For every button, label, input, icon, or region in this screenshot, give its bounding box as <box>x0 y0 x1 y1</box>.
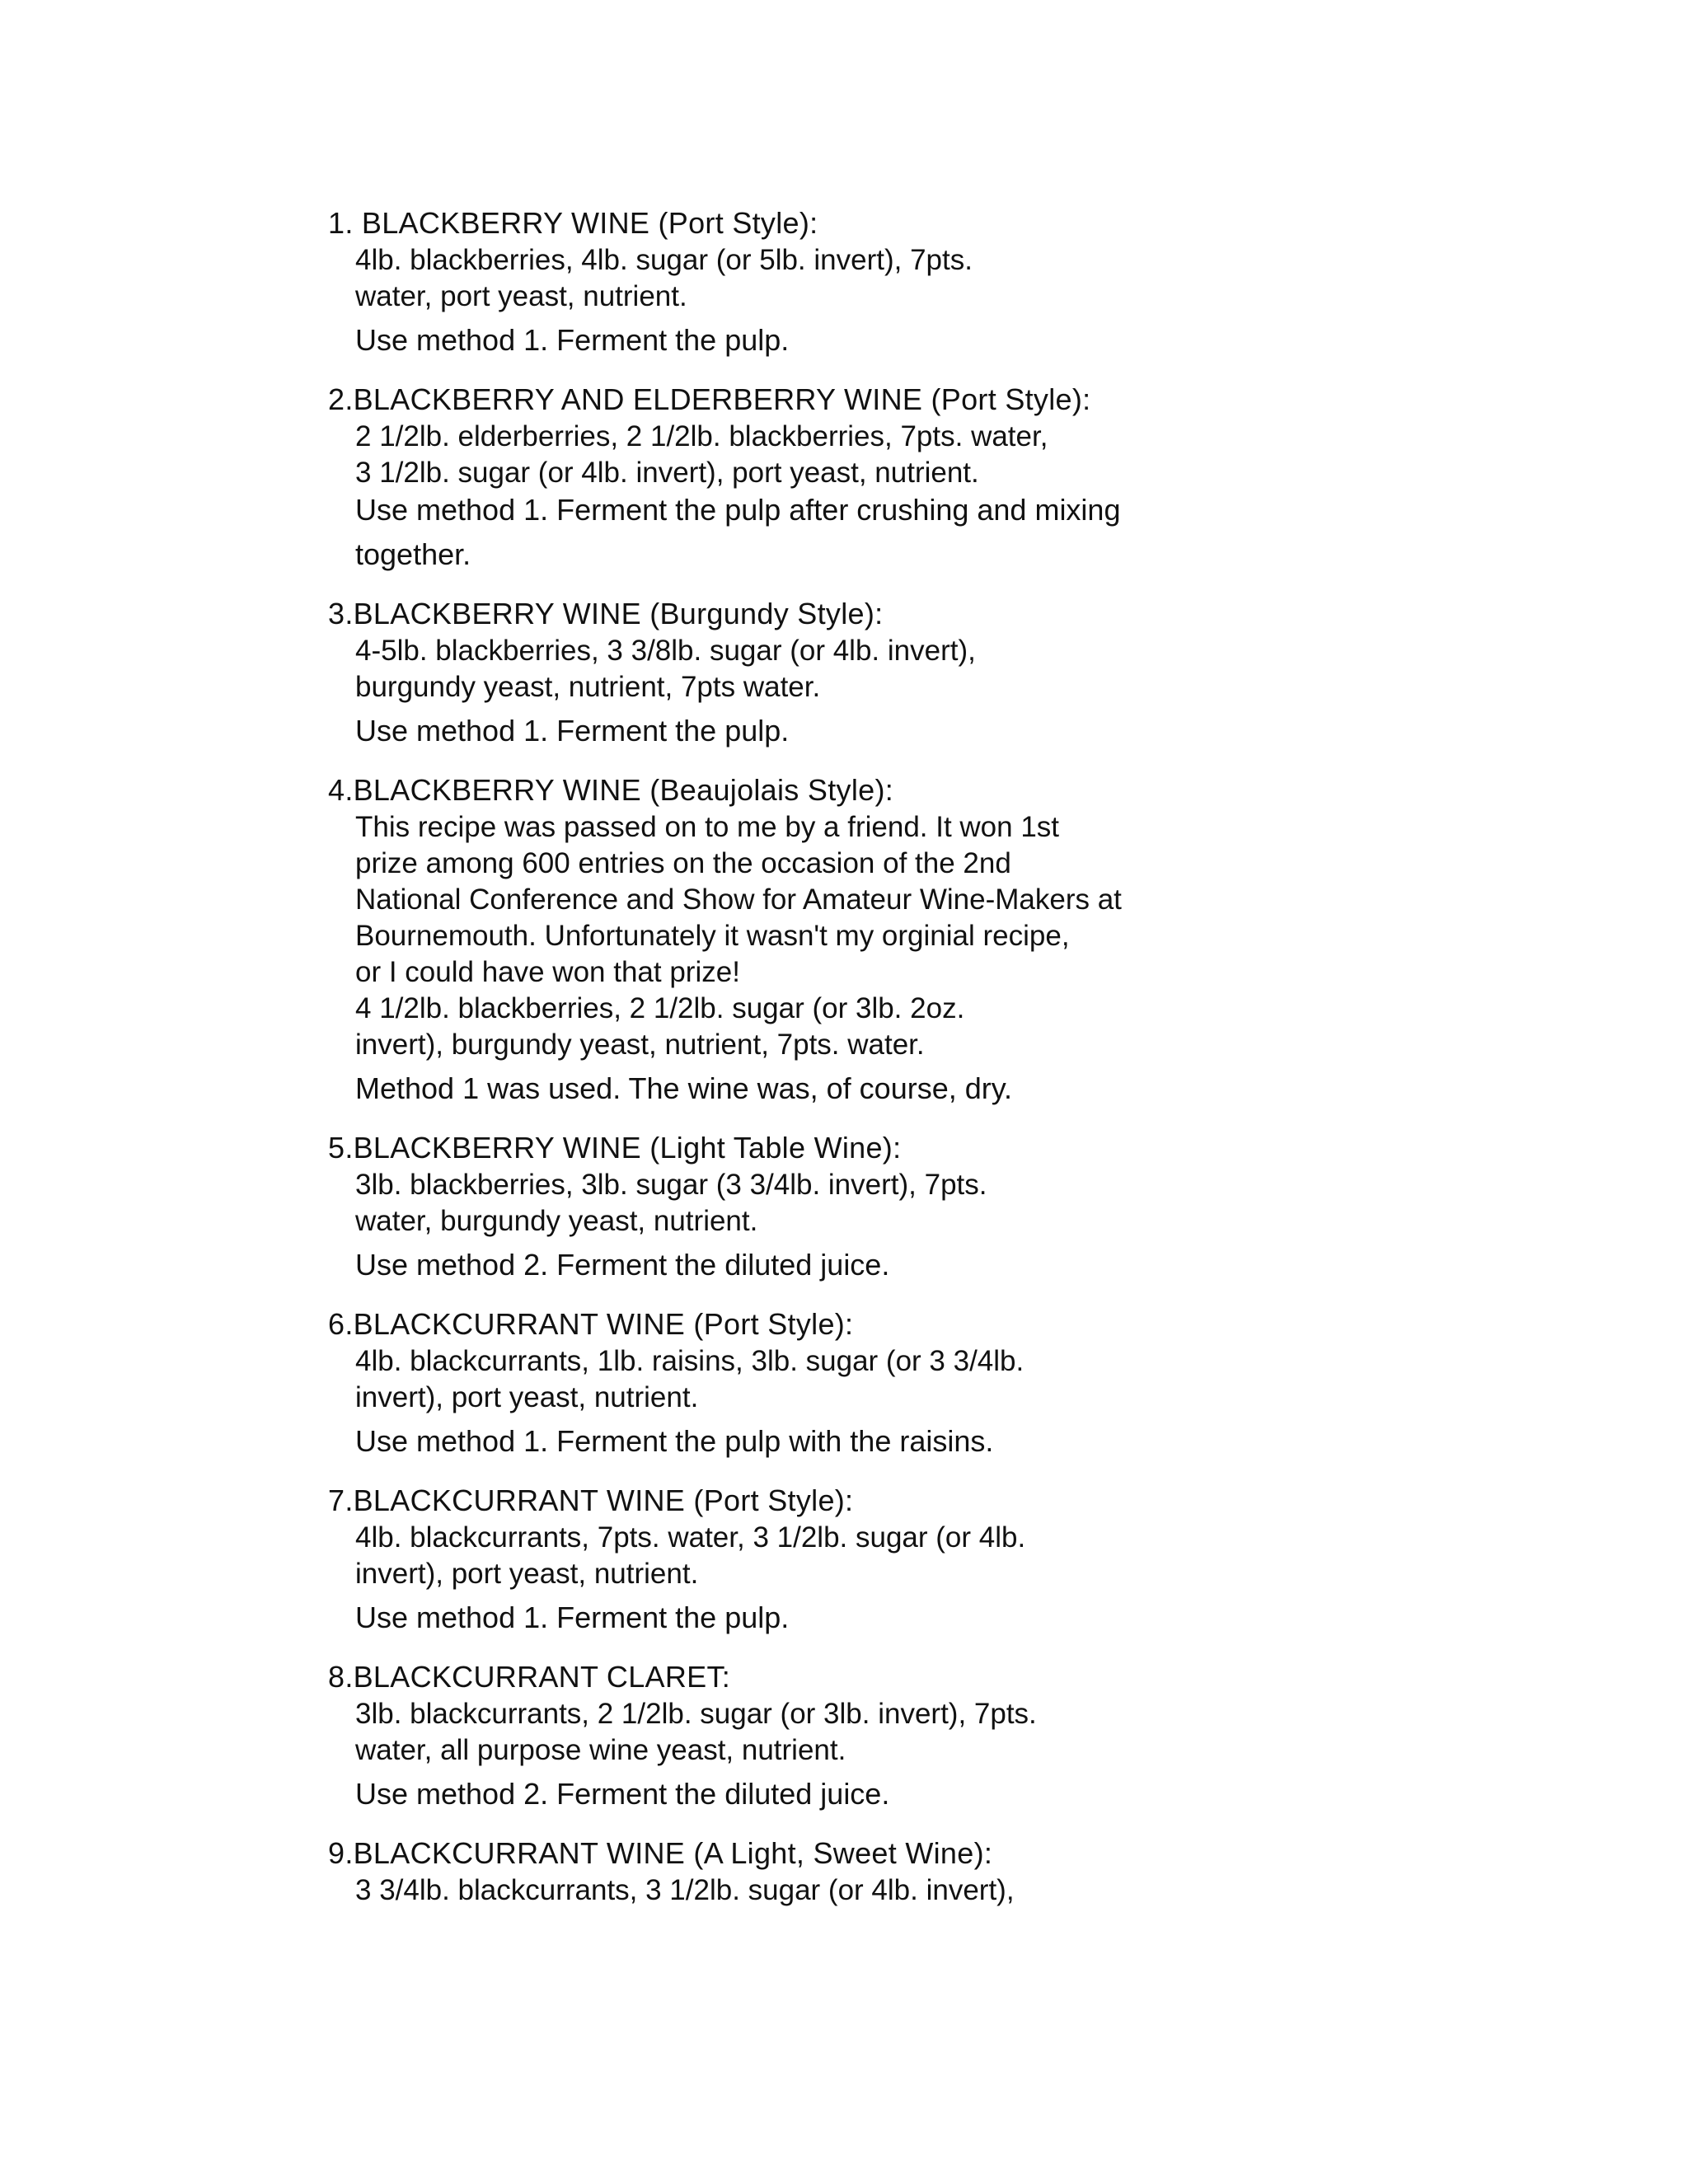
ingredient-line: 3lb. blackcurrants, 2 1/2lb. sugar (or 3lb. invert), 7pts. <box>355 1698 1037 1730</box>
ingredient-line: invert), port yeast, nutrient. <box>355 1558 699 1590</box>
ingredient-line: water, port yeast, nutrient. <box>355 280 687 312</box>
recipe-5 <box>328 1129 1614 1284</box>
method-line: Use method 1. Ferment the pulp. <box>355 714 790 748</box>
recipe-list <box>328 204 1614 1930</box>
recipe-1 <box>328 204 1614 359</box>
recipe-title: 7.BLACKCURRANT WINE (Port Style): <box>328 1483 854 1517</box>
ingredient-line: 4lb. blackberries, 4lb. sugar (or 5lb. invert), 7pts. <box>355 244 973 276</box>
method-line: Use method 1. Ferment the pulp with the raisins. <box>355 1424 994 1458</box>
description-line: Bournemouth. Unfortunately it wasn't my orginial recipe, <box>355 920 1070 952</box>
recipe-body <box>328 633 1614 750</box>
ingredient-line: 4lb. blackcurrants, 7pts. water, 3 1/2lb. sugar (or 4lb. <box>355 1521 1026 1554</box>
recipe-title: 1. BLACKBERRY WINE (Port Style): <box>328 206 818 240</box>
recipe-title: 4.BLACKBERRY WINE (Beaujolais Style): <box>328 773 894 807</box>
recipe-7 <box>328 1482 1614 1637</box>
ingredient-line: 3 1/2lb. sugar (or 4lb. invert), port yeast, nutrient. <box>355 457 979 489</box>
method-line: together. <box>355 537 471 571</box>
recipe-body <box>328 809 1614 1108</box>
recipe-9 <box>328 1835 1614 1909</box>
ingredient-line: invert), port yeast, nutrient. <box>355 1381 699 1413</box>
recipe-6 <box>328 1305 1614 1460</box>
ingredient-line: 3lb. blackberries, 3lb. sugar (3 3/4lb. invert), 7pts. <box>355 1169 987 1201</box>
recipe-4 <box>328 771 1614 1108</box>
recipe-title: 5.BLACKBERRY WINE (Light Table Wine): <box>328 1131 902 1165</box>
method-line: Method 1 was used. The wine was, of course, dry. <box>355 1071 1013 1105</box>
recipe-title: 9.BLACKCURRANT WINE (A Light, Sweet Wine): <box>328 1836 993 1870</box>
recipe-title: 8.BLACKCURRANT CLARET: <box>328 1660 731 1694</box>
description-line: or I could have won that prize! <box>355 956 740 988</box>
method-line: Use method 1. Ferment the pulp. <box>355 1601 790 1634</box>
recipe-title: 2.BLACKBERRY AND ELDERBERRY WINE (Port Style): <box>328 382 1091 416</box>
recipe-3 <box>328 595 1614 750</box>
recipe-title: 6.BLACKCURRANT WINE (Port Style): <box>328 1307 854 1341</box>
recipe-body <box>328 1343 1614 1460</box>
description-line: National Conference and Show for Amateur Wine-Makers at <box>355 883 1122 916</box>
recipe-body <box>328 1872 1614 1909</box>
ingredient-line: 4lb. blackcurrants, 1lb. raisins, 3lb. sugar (or 3 3/4lb. <box>355 1345 1025 1377</box>
ingredient-line: burgundy yeast, nutrient, 7pts water. <box>355 671 821 703</box>
ingredient-line: 4-5lb. blackberries, 3 3/8lb. sugar (or 4lb. invert), <box>355 635 976 667</box>
description-line: This recipe was passed on to me by a friend. It won 1st <box>355 811 1060 843</box>
description-line: prize among 600 entries on the occasion of the 2nd <box>355 847 1011 879</box>
recipe-2 <box>328 381 1614 574</box>
method-line: Use method 2. Ferment the diluted juice. <box>355 1777 890 1811</box>
ingredient-line: water, burgundy yeast, nutrient. <box>355 1205 758 1237</box>
recipe-body <box>328 419 1614 574</box>
ingredient-line: 2 1/2lb. elderberries, 2 1/2lb. blackberries, 7pts. water, <box>355 420 1048 452</box>
method-line: Use method 1. Ferment the pulp after crushing and mixing <box>355 493 1121 527</box>
recipe-body <box>328 1520 1614 1637</box>
ingredient-line: 3 3/4lb. blackcurrants, 3 1/2lb. sugar (or 4lb. invert), <box>355 1874 1015 1906</box>
recipe-body <box>328 1167 1614 1284</box>
method-line: Use method 2. Ferment the diluted juice. <box>355 1248 890 1282</box>
method-line: Use method 1. Ferment the pulp. <box>355 323 790 357</box>
recipe-body <box>328 242 1614 359</box>
recipe-title: 3.BLACKBERRY WINE (Burgundy Style): <box>328 597 884 630</box>
recipe-body <box>328 1696 1614 1813</box>
ingredient-line: 4 1/2lb. blackberries, 2 1/2lb. sugar (or 3lb. 2oz. <box>355 992 965 1024</box>
ingredient-line: invert), burgundy yeast, nutrient, 7pts. water. <box>355 1029 925 1061</box>
recipe-8 <box>328 1658 1614 1813</box>
ingredient-line: water, all purpose wine yeast, nutrient. <box>355 1734 846 1766</box>
